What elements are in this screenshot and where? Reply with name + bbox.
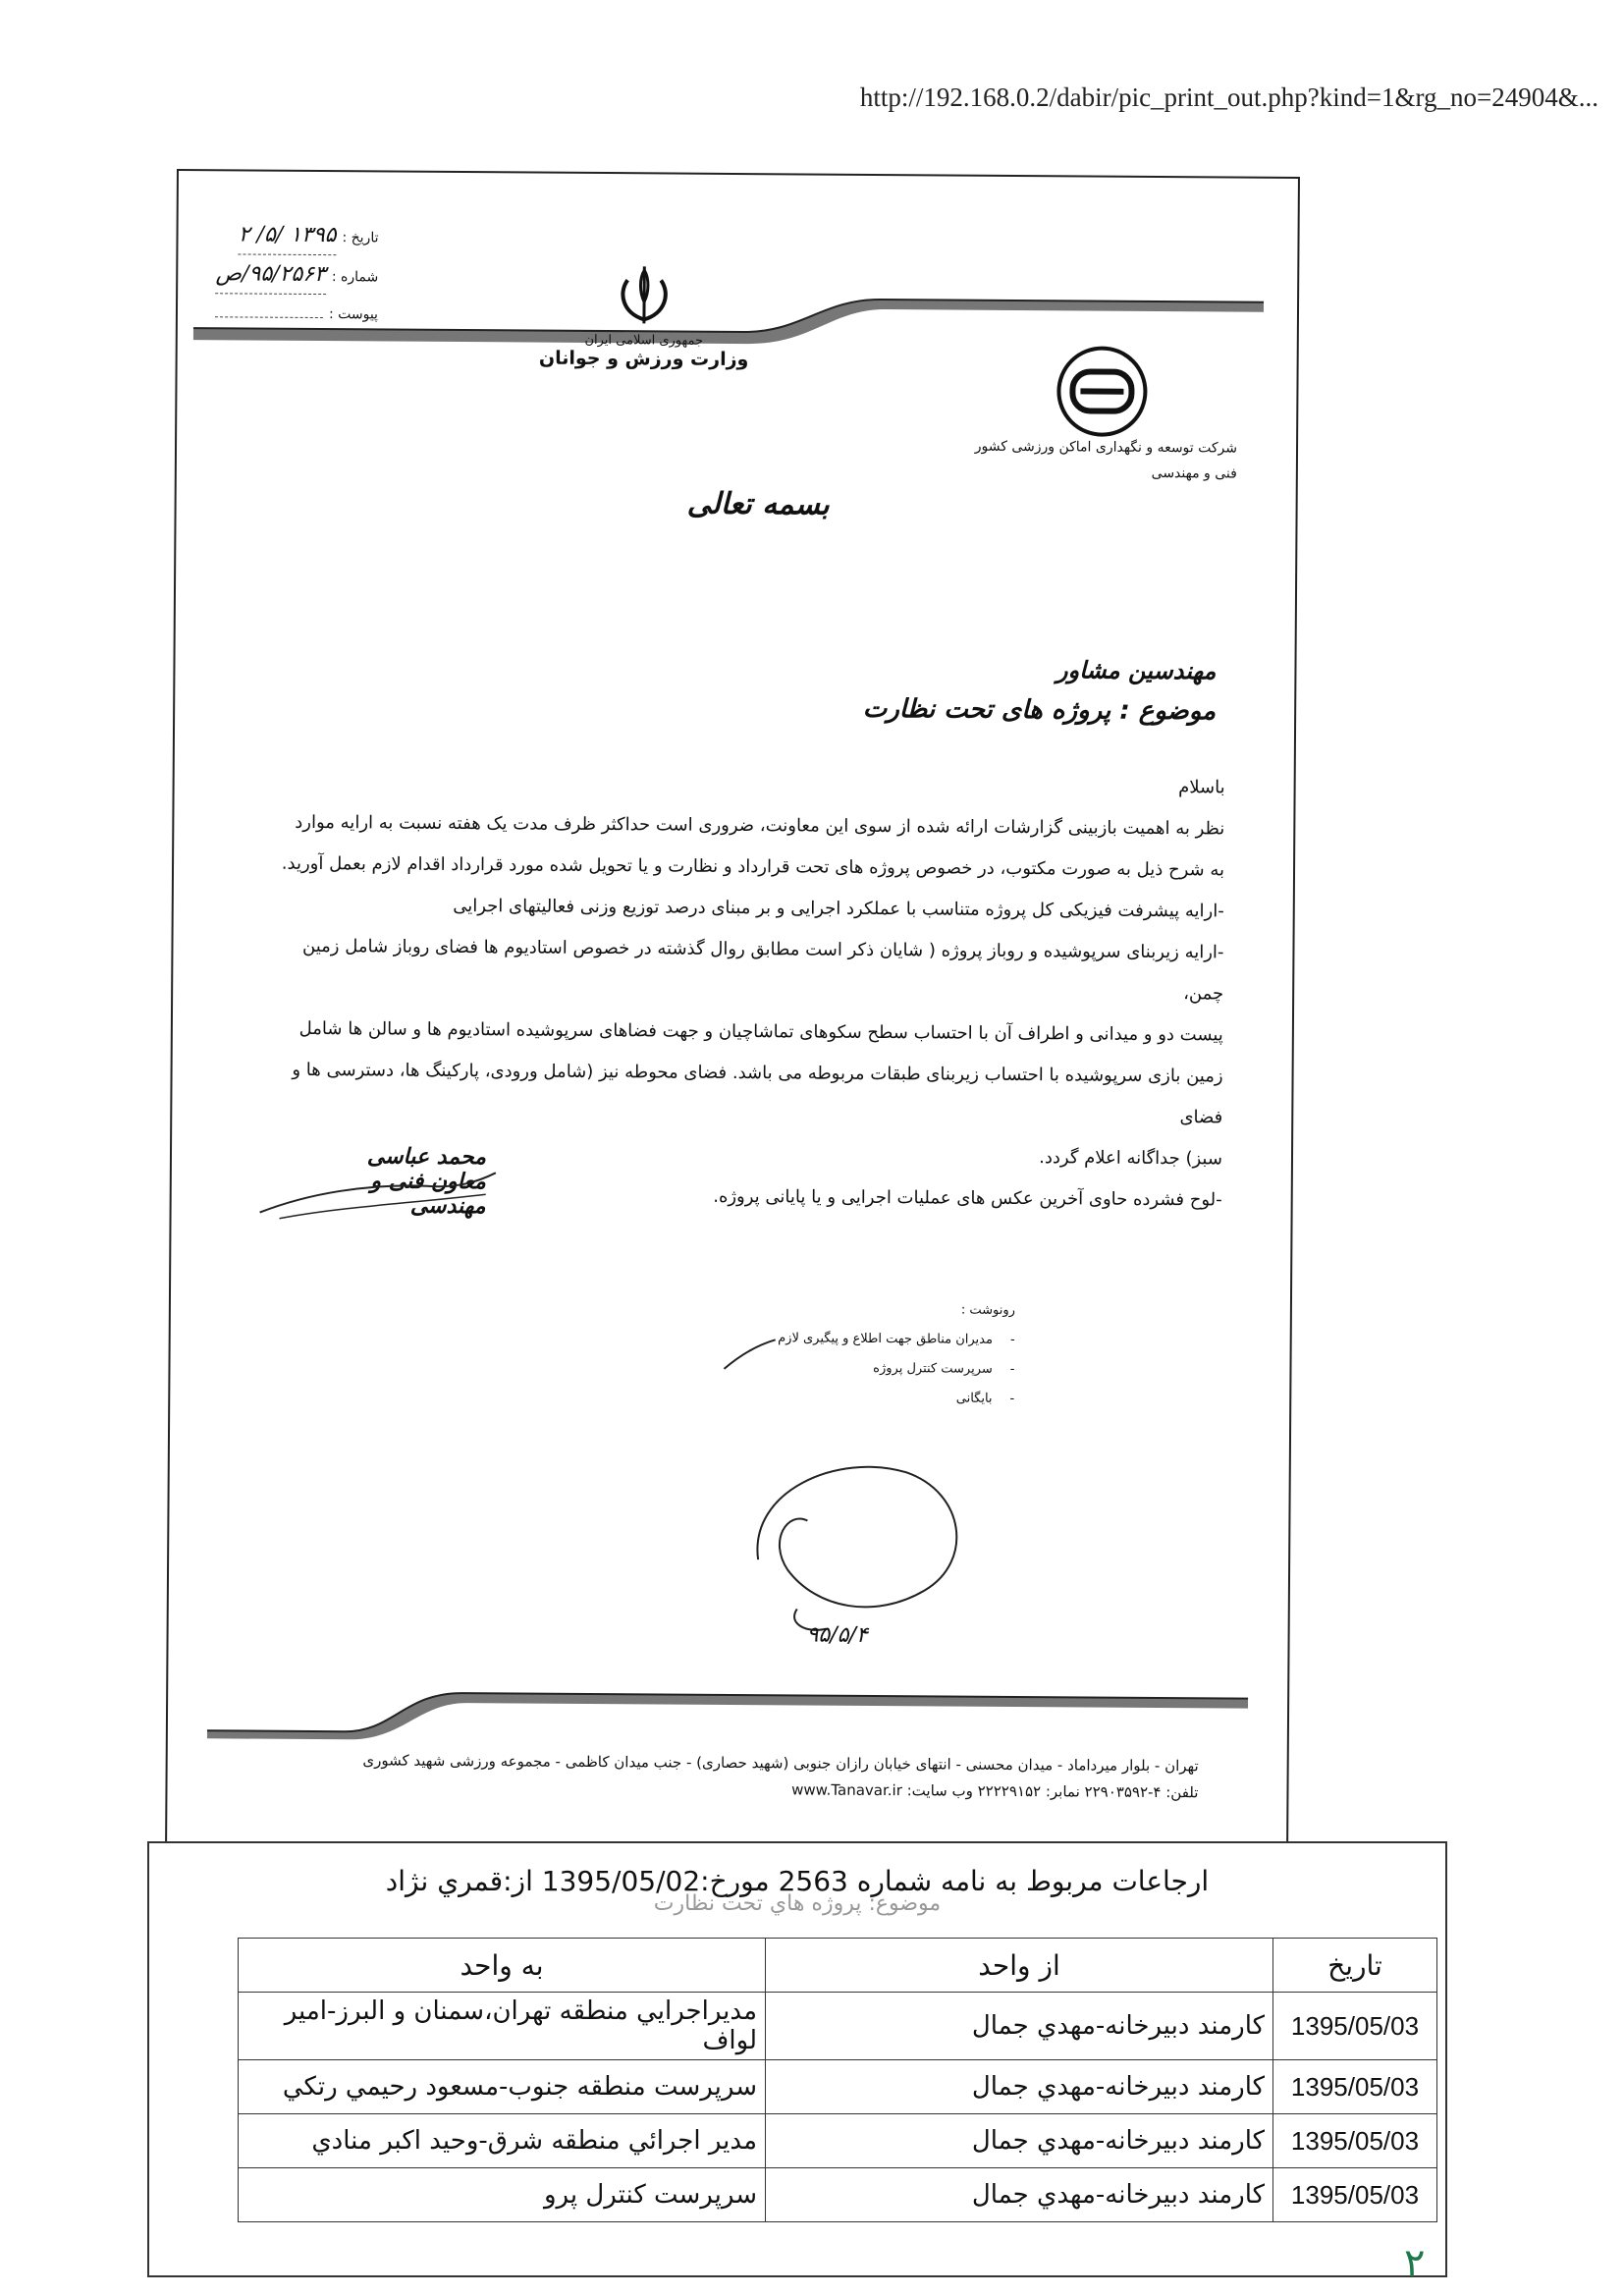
page-url: http://192.168.0.2/dabir/pic_print_out.php?kind=1&rg_no=24904&... xyxy=(859,82,1598,112)
referral-title xyxy=(149,1865,1445,1916)
body-line: نظر به اهمیت بازبینی گزارشات ارائه شده از سوی این معاونت، ضروری است حداکثر ظرف مدت یک هفته نسبت به ارایه موارد xyxy=(295,811,1225,840)
cc-item: - بایگانی xyxy=(955,1391,1015,1406)
referral-subject: موضوع: پروژه هاي تحت نظارت xyxy=(653,1891,942,1916)
signature-scribble xyxy=(250,1164,506,1225)
referral-panel xyxy=(147,1841,1447,2277)
subject: موضوع : پروژه های تحت نظارت xyxy=(862,693,1217,727)
table-row xyxy=(239,2168,1437,2222)
body-line: سبز) جداگانه اعلام گردد. xyxy=(1039,1147,1223,1170)
footer-band xyxy=(207,1683,1248,1749)
cc-title: رونوشت : xyxy=(960,1302,1015,1318)
col-date: تاريخ xyxy=(1273,1939,1437,1993)
signer-name: محمد عباسی xyxy=(366,1144,487,1171)
table-header-row xyxy=(239,1939,1437,1993)
row-to: مديراجرايي منطقه تهران،سمنان و البرز-امير لواف xyxy=(239,1993,766,2060)
recipient: مهندسین مشاور xyxy=(1056,656,1217,685)
row-to: مدير اجرائي منطقه شرق-وحيد اکبر منادي xyxy=(239,2114,766,2168)
ministry-block xyxy=(502,332,786,370)
body-line: زمین بازی سرپوشیده با احتساب زیربنای طبقات مربوطه می باشد. فضای محوطه نیز (شامل ورودی، پارکینگ ها، دسترسی ها و فضای xyxy=(292,1059,1223,1128)
scanned-letter xyxy=(165,169,1300,1889)
greeting: باسلام xyxy=(1178,777,1225,798)
body-line: -لوح فشرده حاوی آخرین عکس های عملیات اجرایی و یا پایانی پروژه. xyxy=(713,1185,1222,1211)
number-value: ۹۵/۲۵۶۳/ص xyxy=(215,255,326,295)
date-label: تاریخ : xyxy=(342,230,379,246)
cc-item: - سرپرست کنترل پروژه xyxy=(873,1360,1015,1377)
page-number: ۲ xyxy=(1404,2241,1426,2286)
body-line: پیست دو و میدانی و اطراف آن با احتساب سطح سکوهای تماشاچیان و جهت فضاهای سرپوشیده استادیوم ها و سالن ها شامل xyxy=(298,1017,1223,1046)
signer-role: معاون فنی و مهندسی xyxy=(370,1169,486,1220)
iran-emblem-icon xyxy=(610,262,678,331)
footer-address xyxy=(255,1747,1198,1807)
company-name: شرکت توسعه و نگهداری اماکن ورزشی کشور xyxy=(974,438,1238,457)
company-block xyxy=(913,433,1237,486)
referral-heading: ارجاعات مربوط به نامه شماره 2563 مورخ:1395/05/02 از:قمري نژاد xyxy=(385,1865,1210,1897)
col-to: به واحد xyxy=(239,1939,766,1993)
handwritten-date: ۹۵/۵/۴ xyxy=(806,1622,868,1648)
company-logo-icon xyxy=(1055,344,1150,439)
row-from: کارمند دبيرخانه-مهدي جمال xyxy=(766,2114,1273,2168)
body-line: -ارایه پیشرفت فیزیکی کل پروژه متناسب با عملکرد اجرایی و بر مبنای درصد توزیع وزنی فعالیتهای اجرایی xyxy=(453,895,1224,922)
body-line: به شرح ذیل به صورت مکتوب، در خصوص پروژه های تحت قرارداد و نظارت و یا تحویل شده مورد قرارداد اقدام لازم بعمل آورید. xyxy=(281,852,1225,881)
table-row xyxy=(239,1993,1437,2060)
row-date: 1395/05/03 xyxy=(1273,2060,1437,2114)
table-row xyxy=(239,2060,1437,2114)
date-row xyxy=(191,216,378,256)
body-line: -ارایه زیربنای سرپوشیده و روباز پروژه ( شایان ذکر است مطابق روال گذشته در خصوص استادیوم ها فضای روباز شامل زمین چمن، xyxy=(301,935,1224,1005)
cc-item: - مدیران مناطق جهت اطلاع و پیگیری لازم xyxy=(778,1331,1015,1347)
referral-table xyxy=(238,1938,1437,2222)
row-from: کارمند دبيرخانه-مهدي جمال xyxy=(766,2168,1273,2222)
number-label: شماره : xyxy=(331,269,379,286)
company-dept: فنی و مهندسی xyxy=(1151,465,1237,482)
table-row xyxy=(239,2114,1437,2168)
cc-block xyxy=(739,1294,1015,1414)
row-from: کارمند دبيرخانه-مهدي جمال xyxy=(766,2060,1273,2114)
col-from: از واحد xyxy=(766,1939,1273,1993)
contact-line: تلفن: ۴-۲۲۹۰۳۵۹۲ نمابر: ۲۲۲۲۹۱۵۲ وب سایت: www.Tanavar.ir xyxy=(791,1780,1199,1802)
row-to: سرپرست منطقه جنوب-مسعود رحيمي رتکي xyxy=(239,2060,766,2114)
row-to: سرپرست کنترل پرو xyxy=(239,2168,766,2222)
bismillah: بسمه تعالی xyxy=(686,486,830,522)
attachment-label: پیوست : xyxy=(328,306,379,323)
address-line: تهران - بلوار میرداماد - میدان محسنی - انتهای خیابان رازان جنوبی (شهید حصاری) - جنب میدان کاظمی - مجموعه ورزشی شهید کشوری xyxy=(362,1751,1199,1776)
row-from: کارمند دبيرخانه-مهدي جمال xyxy=(766,1993,1273,2060)
date-value: ۱۳۹۵ /۵/ ۲ xyxy=(239,216,337,255)
signature-block xyxy=(290,1144,487,1219)
cc-checkmark xyxy=(720,1334,779,1373)
row-date: 1395/05/03 xyxy=(1273,2168,1437,2222)
row-date: 1395/05/03 xyxy=(1273,2114,1437,2168)
ministry-country: جمهوری اسلامی ایران xyxy=(584,332,704,349)
ministry-name: وزارت ورزش و جوانان xyxy=(538,347,749,371)
row-date: 1395/05/03 xyxy=(1273,1993,1437,2060)
